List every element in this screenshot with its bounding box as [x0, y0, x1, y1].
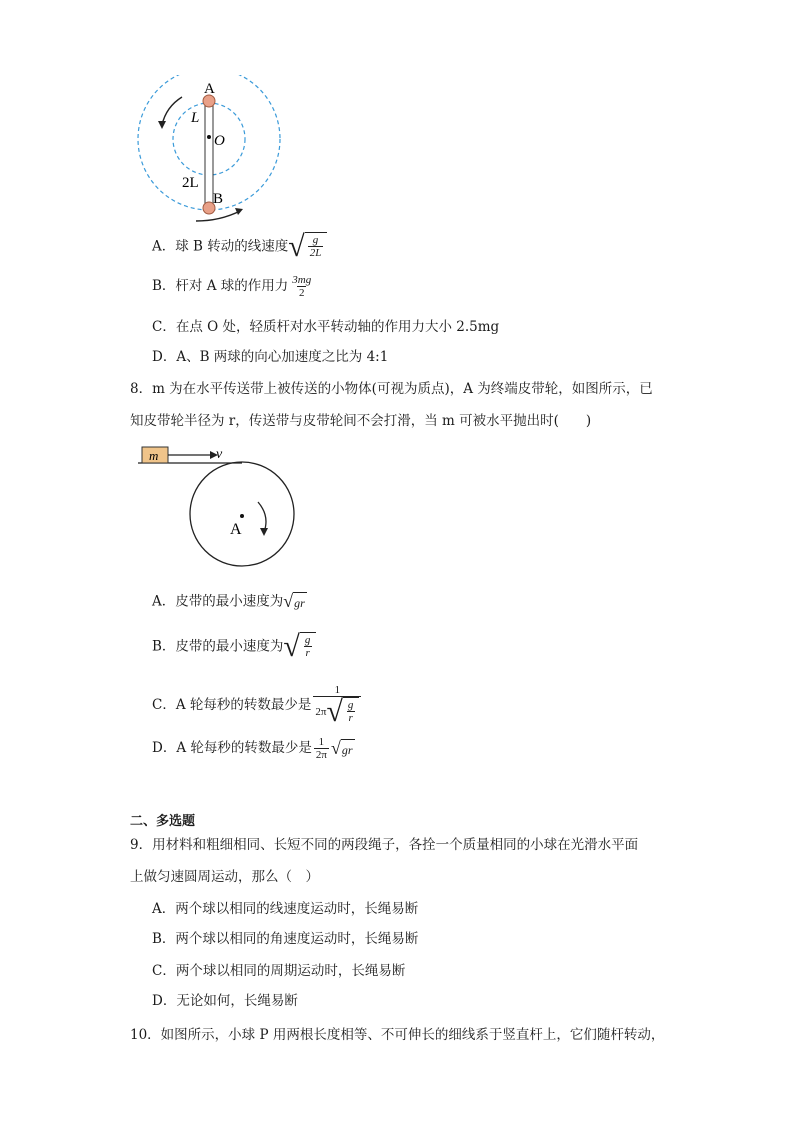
pivot-dot — [207, 135, 211, 139]
rotation-arrow-left — [162, 97, 182, 125]
q8-option-d: D．A 轮每秒的转数最少是 $\frac{1}{2\pi}$ √ gr — [152, 736, 353, 761]
q8-stem-line1: 8．m 为在水平传送带上被传送的小物体(可视为质点)，A 为终端皮带轮，如图所示，已 — [130, 381, 653, 397]
rotation-arrow — [258, 502, 266, 532]
q9-stem-line1: 9．用材料和粗细相同、长短不同的两段绳子，各拴一个质量相同的小球在光滑水平面 — [130, 837, 639, 853]
q8-option-b: B．皮带的最小速度为 √ $\frac{g}{r}$ — [152, 632, 316, 662]
label-v: v — [216, 447, 223, 462]
rotating-rod-figure — [130, 75, 290, 225]
q7-option-d: D．A、B 两球的向心加速度之比为 4:1 — [152, 349, 389, 365]
label-m: m — [149, 448, 159, 463]
label-2l: 2L — [182, 175, 199, 191]
q9-option-a: A．两个球以相同的线速度运动时，长绳易断 — [152, 901, 419, 917]
label-l: L — [191, 110, 200, 126]
label-a-pulley: A — [230, 521, 242, 538]
rotation-arrow-bottom — [196, 211, 240, 221]
q9-option-c: C．两个球以相同的周期运动时，长绳易断 — [152, 963, 406, 979]
section-heading: 二、多选题 — [130, 814, 196, 829]
q7-option-a: A．球 B 转动的线速度 √ $\frac{g}{2L}$ — [152, 232, 327, 262]
q9-option-d: D．无论如何，长绳易断 — [152, 993, 298, 1009]
q9-stem-line2: 上做匀速圆周运动，那么（ ） — [130, 869, 319, 885]
label-b: B — [213, 191, 224, 207]
pulley-center — [240, 514, 244, 518]
q7-option-b: B．杆对 A 球的作用力 $\frac{3mg}{2}$ — [152, 274, 312, 299]
rod — [205, 101, 213, 208]
label-a: A — [204, 81, 215, 97]
q8-stem-line2: 知皮带轮半径为 r，传送带与皮带轮间不会打滑，当 m 可被水平抛出时( ) — [130, 413, 592, 429]
q9-option-b: B．两个球以相同的角速度运动时，长绳易断 — [152, 931, 419, 947]
q8-option-c: C．A 轮每秒的转数最少是 1 2π √ $\frac{g}{r}$ — [152, 684, 363, 727]
conveyor-pulley-figure — [130, 440, 310, 585]
q10-stem-line1: 10．如图所示，小球 P 用两根长度相等、不可伸长的细线系于竖直杆上，它们随杆转动， — [130, 1027, 665, 1043]
label-o: O — [214, 133, 225, 149]
q8-option-a: A．皮带的最小速度为 √ gr — [152, 591, 305, 611]
q7-option-c: C．在点 O 处，轻质杆对水平转动轴的作用力大小 2.5mg — [152, 319, 500, 335]
